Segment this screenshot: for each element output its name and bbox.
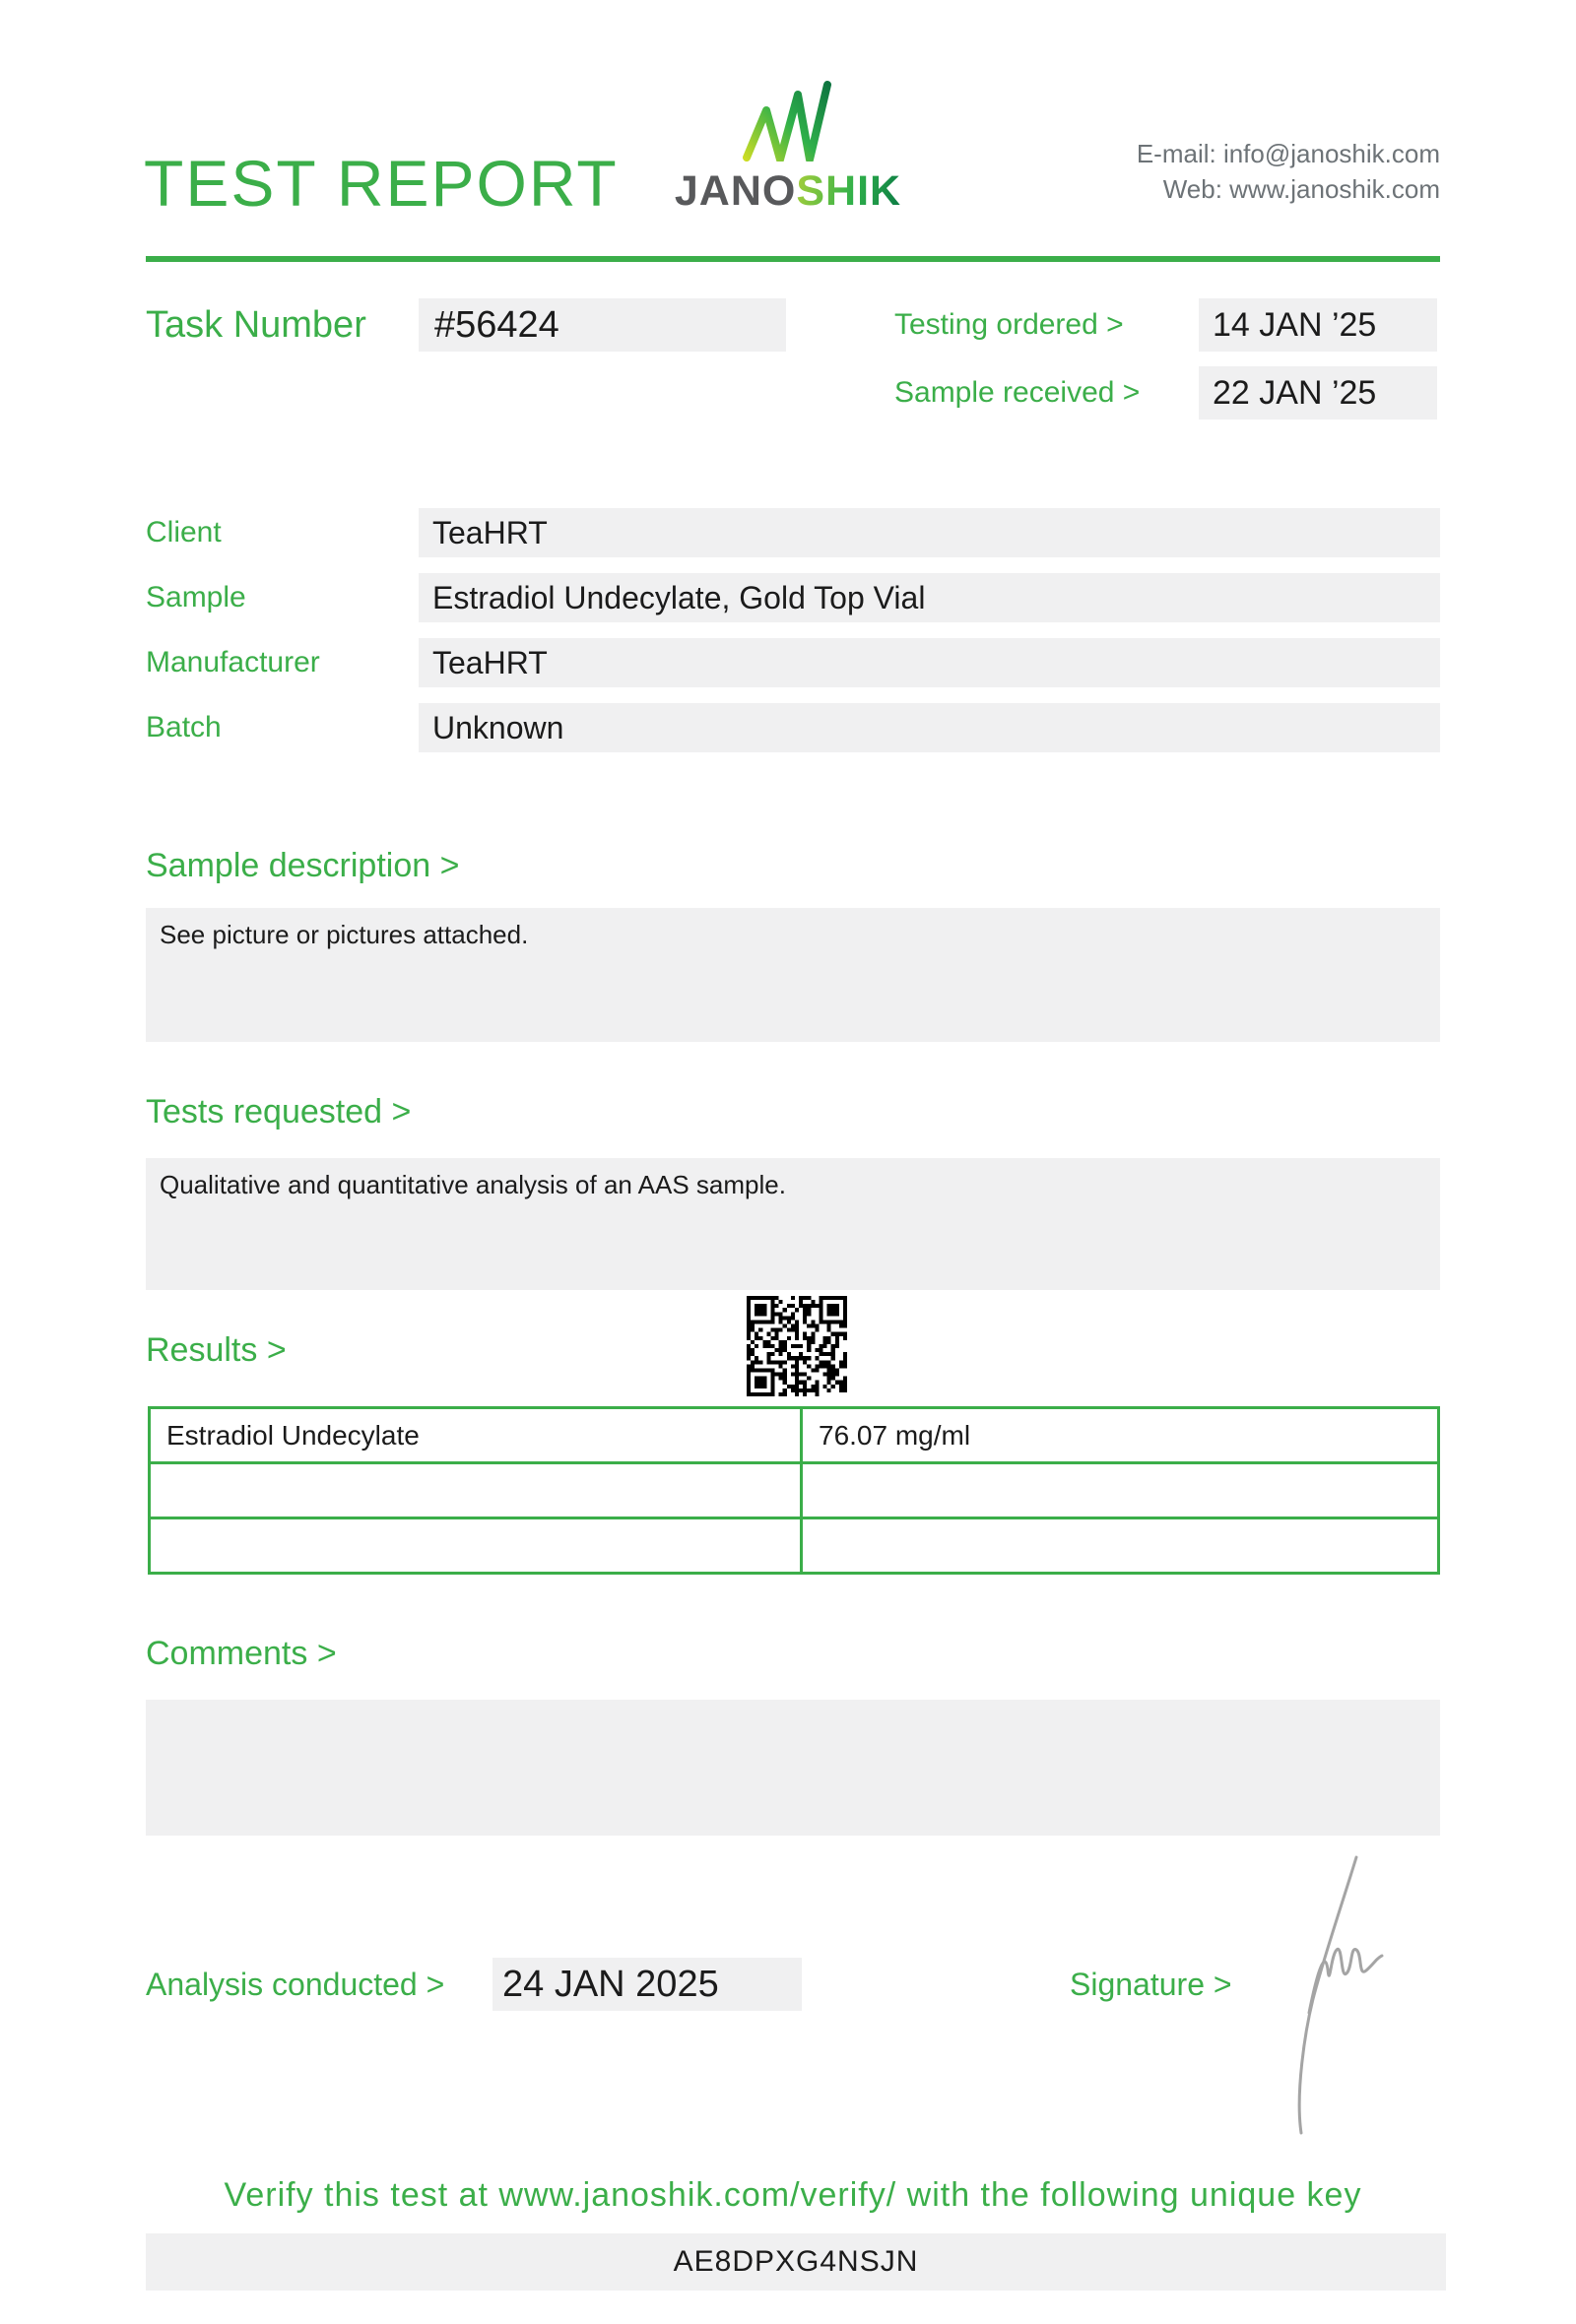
sample-label: Sample bbox=[146, 581, 246, 613]
results-heading: Results > bbox=[146, 1331, 287, 1369]
contact-email: E-mail: info@janoshik.com bbox=[1136, 139, 1440, 168]
contact-block bbox=[1137, 136, 1440, 207]
manufacturer-label: Manufacturer bbox=[146, 646, 320, 678]
verify-instruction: Verify this test at www.janoshik.com/verify/ with the following unique key bbox=[224, 2176, 1362, 2214]
janoshik-logo bbox=[660, 167, 916, 216]
header-divider bbox=[146, 256, 1440, 262]
table-row bbox=[148, 1406, 1440, 1464]
signature-image bbox=[1266, 1851, 1384, 2139]
testing-ordered-date: 14 JAN ’25 bbox=[1199, 298, 1437, 352]
client-label: Client bbox=[146, 516, 222, 549]
result-substance bbox=[151, 1464, 803, 1517]
page-title: TEST REPORT bbox=[144, 147, 619, 220]
tests-requested-box: Qualitative and quantitative analysis of an AAS sample. bbox=[146, 1158, 1440, 1290]
results-table bbox=[148, 1406, 1440, 1575]
signature-label: Signature > bbox=[1070, 1967, 1232, 2002]
sample-value: Estradiol Undecylate, Gold Top Vial bbox=[419, 573, 1440, 622]
batch-value: Unknown bbox=[419, 703, 1440, 752]
table-row bbox=[148, 1461, 1440, 1519]
contact-web: Web: www.janoshik.com bbox=[1162, 174, 1440, 204]
batch-label: Batch bbox=[146, 711, 222, 743]
logo-chart-icon bbox=[741, 79, 833, 161]
task-number-value: #56424 bbox=[419, 298, 786, 352]
analysis-conducted-date: 24 JAN 2025 bbox=[492, 1958, 802, 2011]
table-row bbox=[148, 1517, 1440, 1575]
result-substance: Estradiol Undecylate bbox=[151, 1409, 803, 1461]
result-amount bbox=[803, 1519, 1437, 1572]
comments-heading: Comments > bbox=[146, 1635, 337, 1672]
unique-key: AE8DPXG4NSJN bbox=[146, 2233, 1446, 2291]
logo-text-jano: JANO bbox=[674, 167, 797, 215]
result-amount: 76.07 mg/ml bbox=[819, 1419, 971, 1451]
testing-ordered-label: Testing ordered > bbox=[894, 308, 1124, 341]
sample-description-box: See picture or pictures attached. bbox=[146, 908, 1440, 1042]
result-substance bbox=[151, 1519, 803, 1572]
client-value: TeaHRT bbox=[419, 508, 1440, 557]
analysis-conducted-label: Analysis conducted > bbox=[146, 1967, 445, 2002]
sample-description-heading: Sample description > bbox=[146, 847, 460, 884]
sample-received-label: Sample received > bbox=[894, 376, 1141, 409]
manufacturer-value: TeaHRT bbox=[419, 638, 1440, 687]
logo-text-shik: SHIK bbox=[796, 167, 902, 215]
qr-code bbox=[747, 1296, 847, 1396]
result-amount bbox=[803, 1464, 1437, 1517]
comments-box bbox=[146, 1700, 1440, 1836]
sample-received-date: 22 JAN ’25 bbox=[1199, 366, 1437, 420]
tests-requested-heading: Tests requested > bbox=[146, 1093, 412, 1130]
task-number-label: Task Number bbox=[146, 304, 366, 346]
